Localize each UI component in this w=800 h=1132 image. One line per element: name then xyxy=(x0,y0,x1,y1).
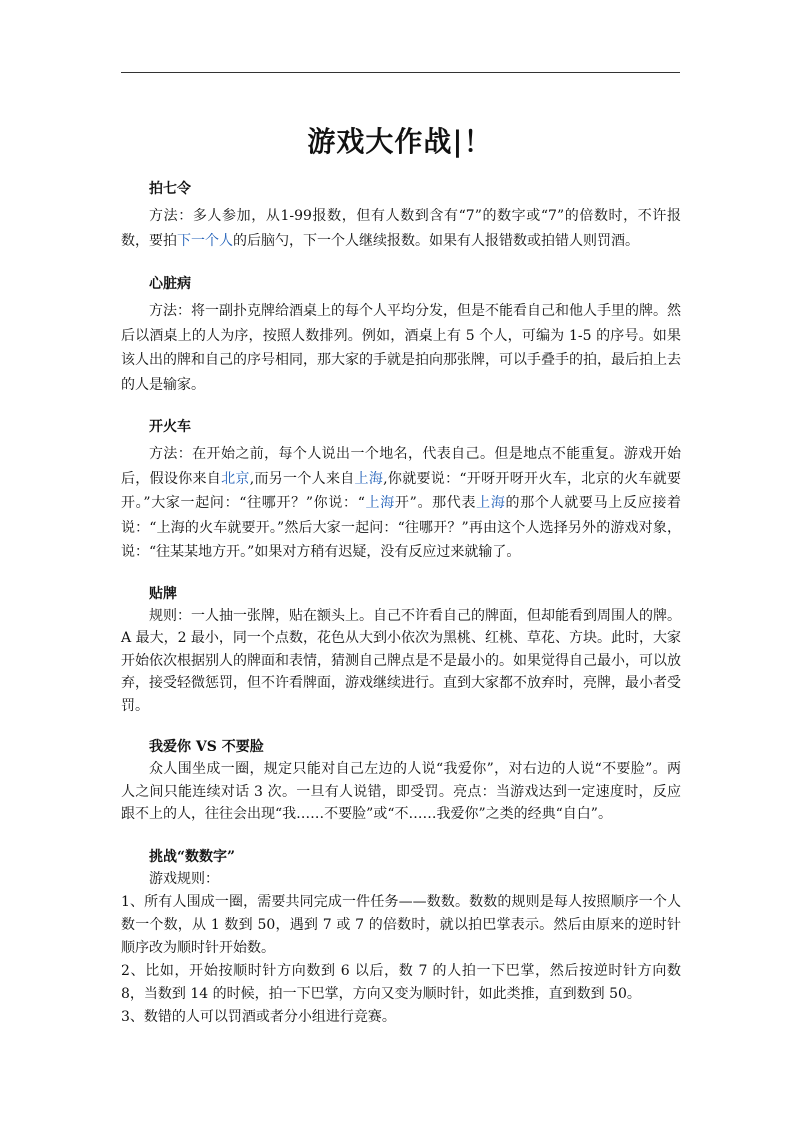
section-pai-qi-ling xyxy=(121,178,681,253)
section-intro: 游戏规则： xyxy=(149,870,219,887)
section-heading: 拍七令 xyxy=(149,181,191,197)
section-body: 方法：将一副扑克牌给酒桌上的每个人平均分发，但是不能看自己和他人手里的牌。然后以酒桌上的人为序，按照人数排列。例如，酒桌上有 5 个人，可编为 1-5 的序号。如果该人出的牌和自己的序号相同，那大家的手就是拍向那张牌，可以手叠手的拍，最后拍上去的人是输家。 xyxy=(121,303,681,393)
header-rule xyxy=(121,72,680,73)
section-heading: 我爱你 VS 不要脸 xyxy=(149,739,264,755)
highlighted-text[interactable]: 下一个人 xyxy=(177,232,233,249)
section-xin-zang-bing xyxy=(121,273,681,397)
rule-item: 2、比如，开始按顺时针方向数到 6 以后，数 7 的人拍一下巴掌，然后按逆时针方向数 8，当数到 14 的时候，拍一下巴掌，方向又变为顺时针，如此类推，直到数到 50。 xyxy=(121,962,681,1002)
section-wo-ai-ni-vs-bu-yao-lian xyxy=(121,736,681,826)
section-kai-huo-che xyxy=(121,416,681,565)
section-body: 方法：多人参加，从1-99报数，但有人数到含有“7”的数字或“7”的倍数时，不许报数，要拍下一个人的后脑勺，下一个人继续报数。如果有人报错数或拍错人则罚酒。 xyxy=(121,208,681,249)
section-heading: 挑战“数数字” xyxy=(149,848,236,865)
highlighted-text[interactable]: 上海 xyxy=(354,470,384,487)
page-title: 游戏大作战|！ xyxy=(307,125,493,158)
section-heading: 心脏病 xyxy=(149,276,191,292)
rule-item: 1、所有人围成一圈，需要共同完成一件任务——数数。数数的规则是每人按照顺序一个人数一个数，从 1 数到 50，遇到 7 或 7 的倍数时，就以拍巴掌表示。然后由原来的逆时针顺序改为顺时针开始数。 xyxy=(121,893,681,956)
section-body: 规则：一人抽一张牌，贴在额头上。自己不许看自己的牌面，但却能看到周围人的牌。A 最大，2 最小，同一个点数，花色从大到小依次为黑桃、红桃、草花、方块。此时，大家开始依次根据别人的牌面和表情，猜测自己牌点是不是最小的。如果觉得自己最小，可以放弃，接受轻微惩罚，但不许看牌面，游戏继续进行。直到大家都不放弃时，亮牌，最小者受罚。 xyxy=(121,607,681,714)
section-body: 方法：在开始之前，每个人说出一个地名，代表自己。但是地点不能重复。游戏开始后，假设你来自北京,而另一个人来自上海,你就要说：“开呀开呀开火车，北京的火车就要开。”大家一起问：“往哪开？”你说：“上海开”。那代表上海的那个人就要马上反应接着说：“上海的火车就要开。”然后大家一起问：“往哪开？”再由这个人选择另外的游戏对象，说：“往某某地方开。”如果对方稍有迟疑，没有反应过来就输了。 xyxy=(121,446,682,560)
section-heading: 贴牌 xyxy=(149,585,177,602)
rule-item: 3、数错的人可以罚酒或者分小组进行竞赛。 xyxy=(121,1008,396,1025)
section-heading: 开火车 xyxy=(149,419,191,435)
highlighted-text[interactable]: 北京 xyxy=(221,470,250,487)
section-body: 众人围坐成一圈，规定只能对自己左边的人说“我爱你”，对右边的人说“不要脸”。两人之间只能连续对话 3 次。一旦有人说错，即受罚。亮点：当游戏达到一定速度时，反应跟不上的人，往往会出现“我……不要脸”或“不……我爱你”之类的经典“自白”。 xyxy=(121,761,681,822)
highlighted-text[interactable]: 上海 xyxy=(476,495,506,511)
section-tiao-zhan-shu-shu-zi xyxy=(121,846,681,1029)
highlighted-text[interactable]: 上海 xyxy=(364,495,395,511)
section-tie-pai xyxy=(121,583,681,718)
document-body xyxy=(121,178,681,1029)
